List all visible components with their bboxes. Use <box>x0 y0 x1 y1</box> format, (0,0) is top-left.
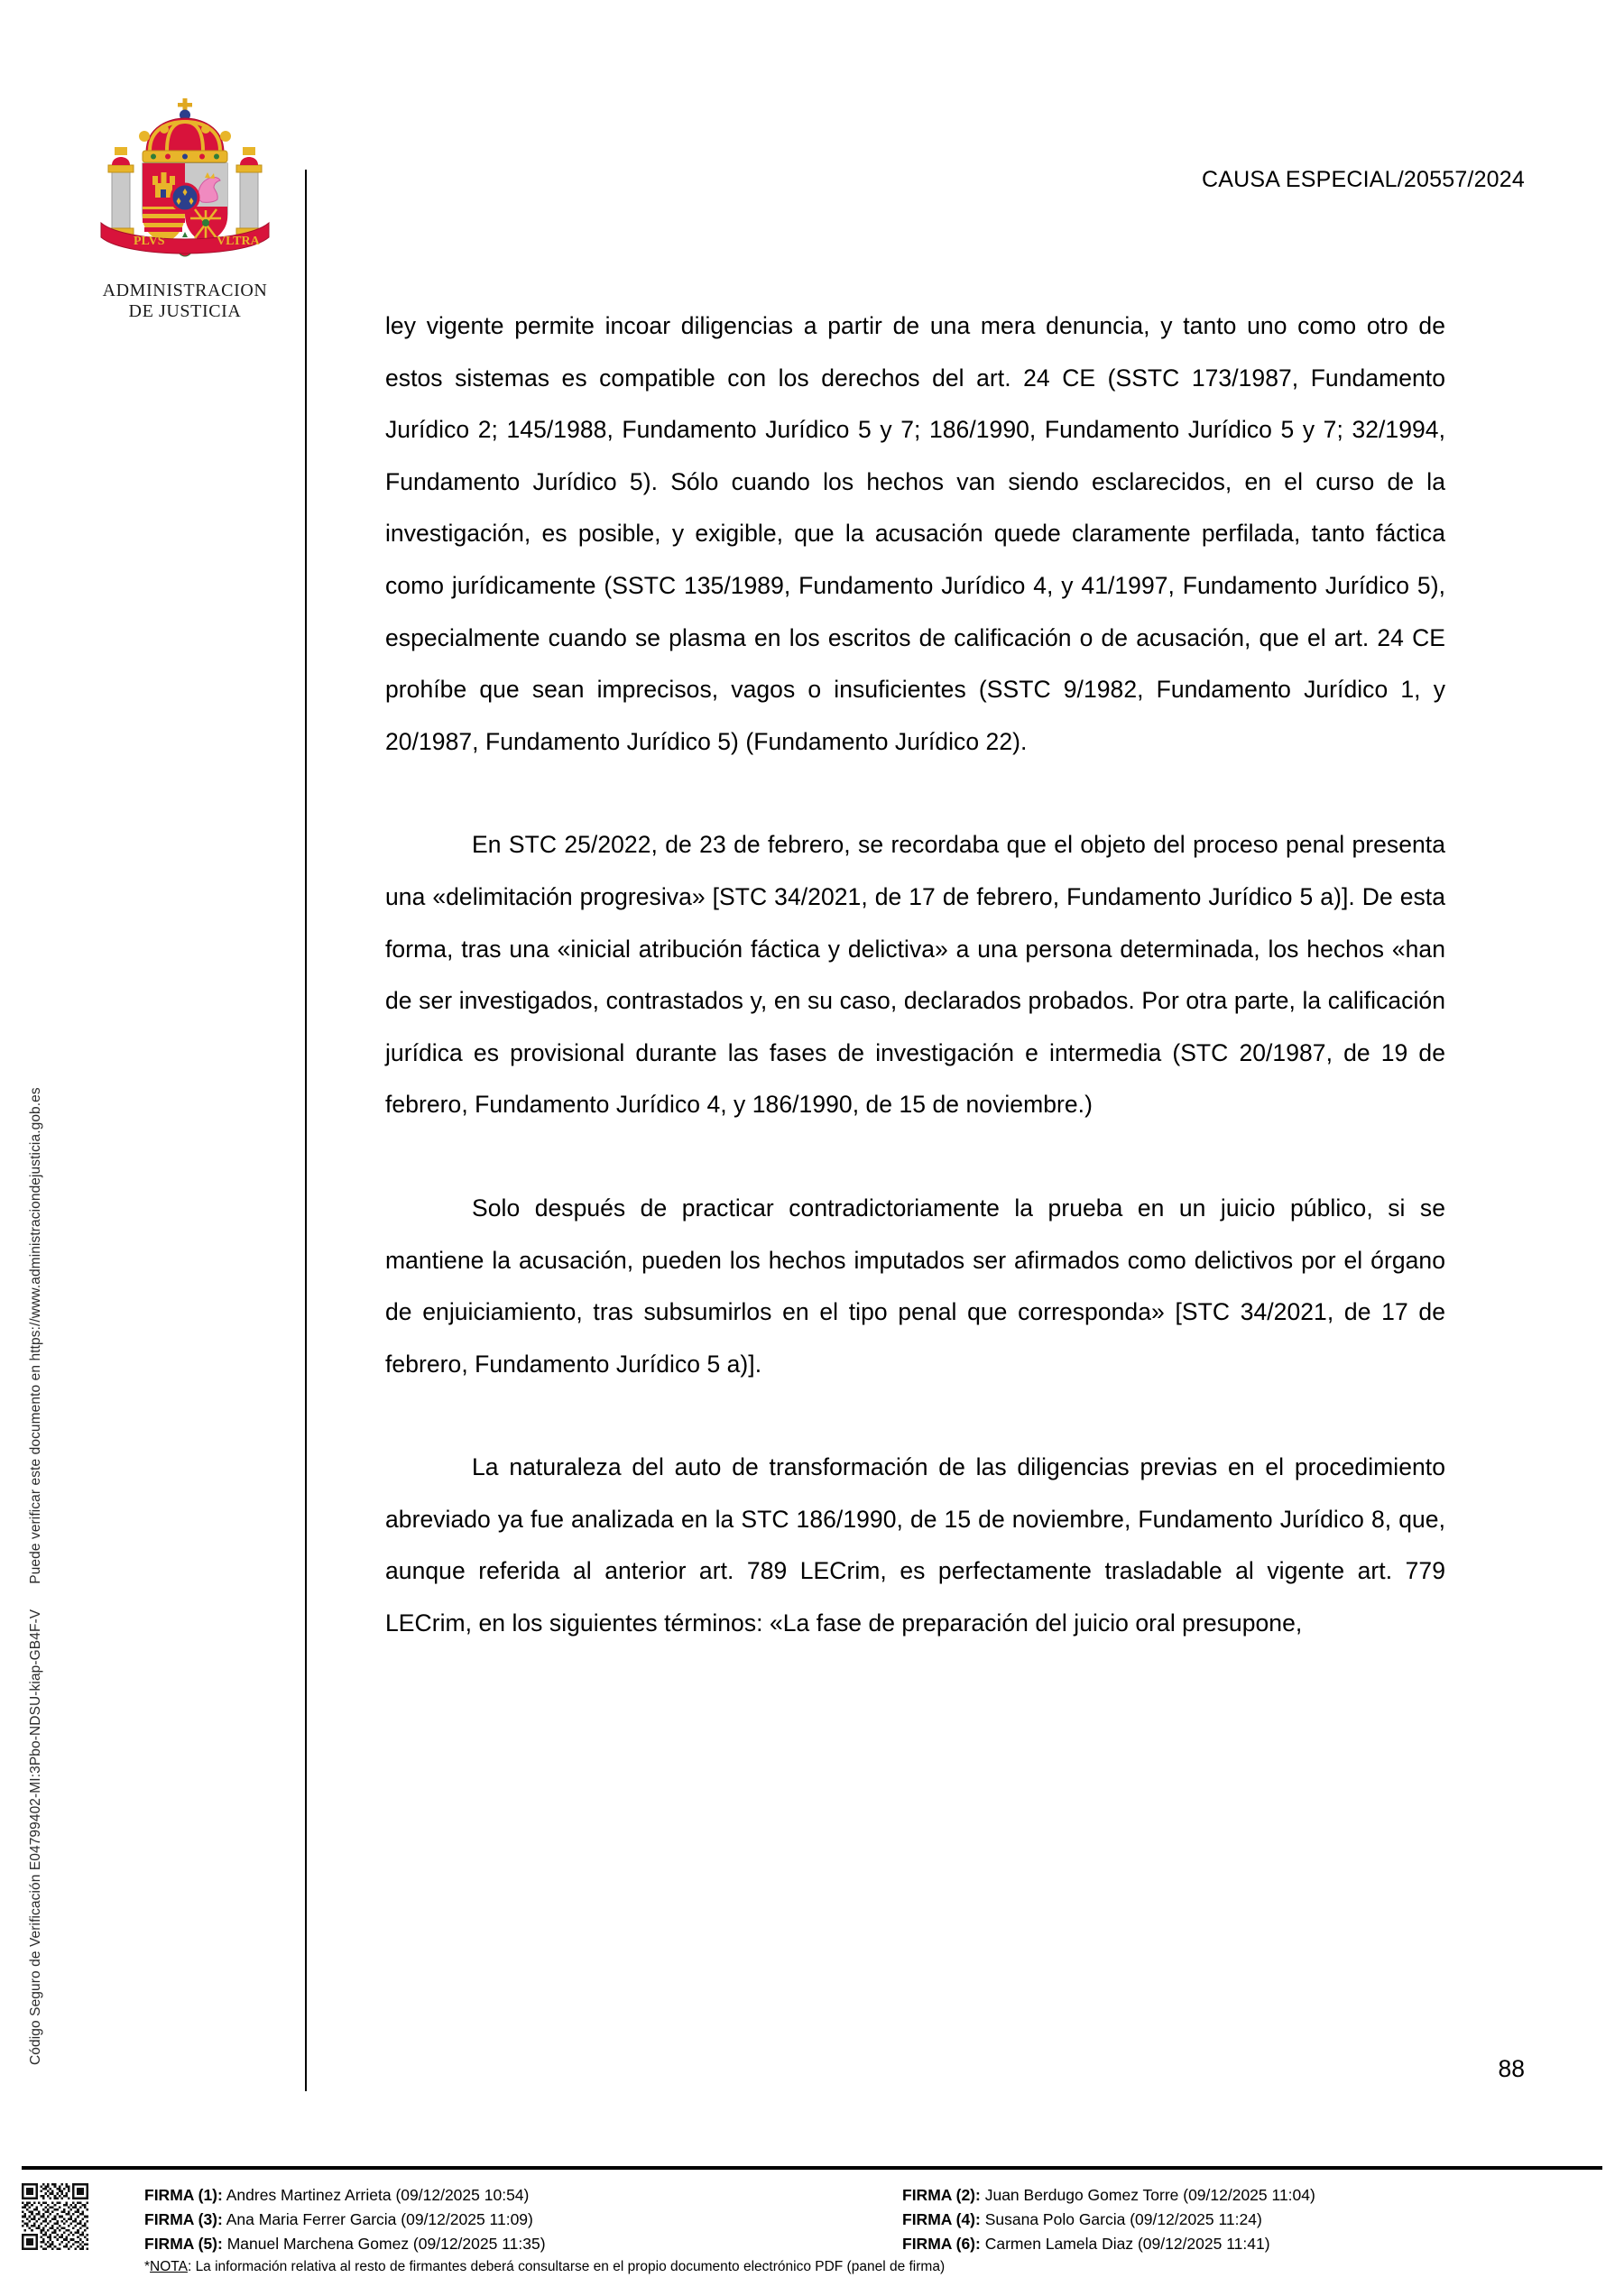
svg-text:PLVS: PLVS <box>134 235 165 248</box>
footer-note-prefix: * <box>144 2259 151 2274</box>
margin-divider <box>305 170 307 2091</box>
spanish-coat-of-arms-icon <box>81 86 289 277</box>
footer-divider <box>22 2166 1602 2170</box>
signature-label: FIRMA (1): <box>144 2186 223 2204</box>
signature-value: Juan Berdugo Gomez Torre (09/12/2025 11:04) <box>984 2186 1315 2204</box>
body-paragraph-4: La naturaleza del auto de transformación de las diligencias previas en el procedimiento abreviado ya fue analizada en la STC 186/1990, de 15 de noviembre, Fundamento Jurídico 8, que, aunque referida al anterior art. 789 LECrim, es perfectamente trasladable al vigente art. 779 LECrim, en los siguientes términos: «La fase de preparación del juicio oral presupone, <box>385 1453 1445 1637</box>
verification-sidebar <box>0 0 65 2147</box>
document-body <box>385 300 1445 1650</box>
footer-note <box>144 2257 1602 2277</box>
signature-row <box>902 2183 1602 2207</box>
signature-value: Ana Maria Ferrer Garcia (09/12/2025 11:09) <box>226 2210 533 2228</box>
signature-label: FIRMA (3): <box>144 2210 223 2228</box>
signature-label: FIRMA (6): <box>902 2235 981 2253</box>
qr-code-icon <box>22 2183 88 2250</box>
signature-value: Carmen Lamela Diaz (09/12/2025 11:41) <box>984 2235 1270 2253</box>
emblem-caption-line1: ADMINISTRACION <box>102 281 268 300</box>
coat-of-arms-block <box>81 86 289 322</box>
signature-row <box>144 2208 902 2231</box>
page-number: 88 <box>1498 2055 1525 2082</box>
signature-value: Susana Polo Garcia (09/12/2025 11:24) <box>984 2210 1262 2228</box>
signature-row <box>902 2208 1602 2231</box>
signature-row <box>144 2232 902 2255</box>
emblem-caption <box>81 281 289 322</box>
signature-label: FIRMA (2): <box>902 2186 981 2204</box>
signature-label: FIRMA (4): <box>902 2210 981 2228</box>
body-paragraph-1: ley vigente permite incoar diligencias a partir de una mera denuncia, y tanto uno como otro de estos sistemas es compatible con los derechos del art. 24 CE (SSTC 173/1987, Fundamento Jurídico 2; 145/1988, Fundamento Jurídico 5 y 7; 186/1990, Fundamento Jurídico 5 y 7; 32/1994, Fundamento Jurídico 5). Sólo cuando los hechos van siendo esclarecidos, en el curso de la investigación, es posible, y exigible, que la acusación quede claramente perfilada, tanto fáctica como jurídicamente (SSTC 135/1989, Fundamento Jurídico 4, y 41/1997, Fundamento Jurídico 5), especialmente cuando se plasma en los escritos de calificación o de acusación, que el art. 24 CE prohíbe que sean imprecisos, vagos o insuficientes (SSTC 9/1982, Fundamento Jurídico 1, y 20/1987, Fundamento Jurídico 5) (Fundamento Jurídico 22). <box>385 312 1445 755</box>
body-paragraph-2: En STC 25/2022, de 23 de febrero, se recordaba que el objeto del proceso penal presenta una «delimitación progresiva» [STC 34/2021, de 17 de febrero, Fundamento Jurídico 5 a)]. De esta forma, tras una «inicial atribución fáctica y delictiva» a una persona determinada, los hechos «han de ser investigados, contrastados y, en su caso, declarados probados. Por otra parte, la calificación jurídica es provisional durante las fases de investigación e intermedia (STC 20/1987, de 19 de febrero, Fundamento Jurídico 4, y 186/1990, de 15 de noviembre.) <box>385 831 1445 1119</box>
verification-sidebar-text <box>28 80 44 2065</box>
emblem-caption-line2: DE JUSTICIA <box>128 300 242 321</box>
csv-code: Código Seguro de Verificación E04799402-MI:3Pbo-NDSU-kiap-GB4F-V <box>28 1609 43 2065</box>
signature-row <box>144 2183 902 2207</box>
signature-label: FIRMA (5): <box>144 2235 223 2253</box>
footer-note-keyword: NOTA <box>150 2259 188 2274</box>
body-paragraph-3: Solo después de practicar contradictoriamente la prueba en un juicio público, si se mantiene la acusación, pueden los hechos imputados ser afirmados como delictivos por el órgano de enjuiciamiento, tras subsumirlos en el tipo penal que corresponda» [STC 34/2021, de 17 de febrero, Fundamento Jurídico 5 a)]. <box>385 1194 1445 1378</box>
signature-value: Manuel Marchena Gomez (09/12/2025 11:35) <box>226 2235 546 2253</box>
case-reference-header: CAUSA ESPECIAL/20557/2024 <box>1201 167 1525 192</box>
footer-note-text: : La información relativa al resto de firmantes deberá consultarse en el propio documento electrónico PDF (panel de firma) <box>187 2259 946 2274</box>
signature-row <box>902 2232 1602 2255</box>
signature-footer <box>144 2183 1602 2277</box>
svg-text:VLTRA: VLTRA <box>217 235 260 248</box>
signature-value: Andres Martinez Arrieta (09/12/2025 10:54) <box>226 2186 530 2204</box>
verify-url-text: Puede verificar este documento en https://www.administraciondejusticia.gob.es <box>28 1087 43 1584</box>
